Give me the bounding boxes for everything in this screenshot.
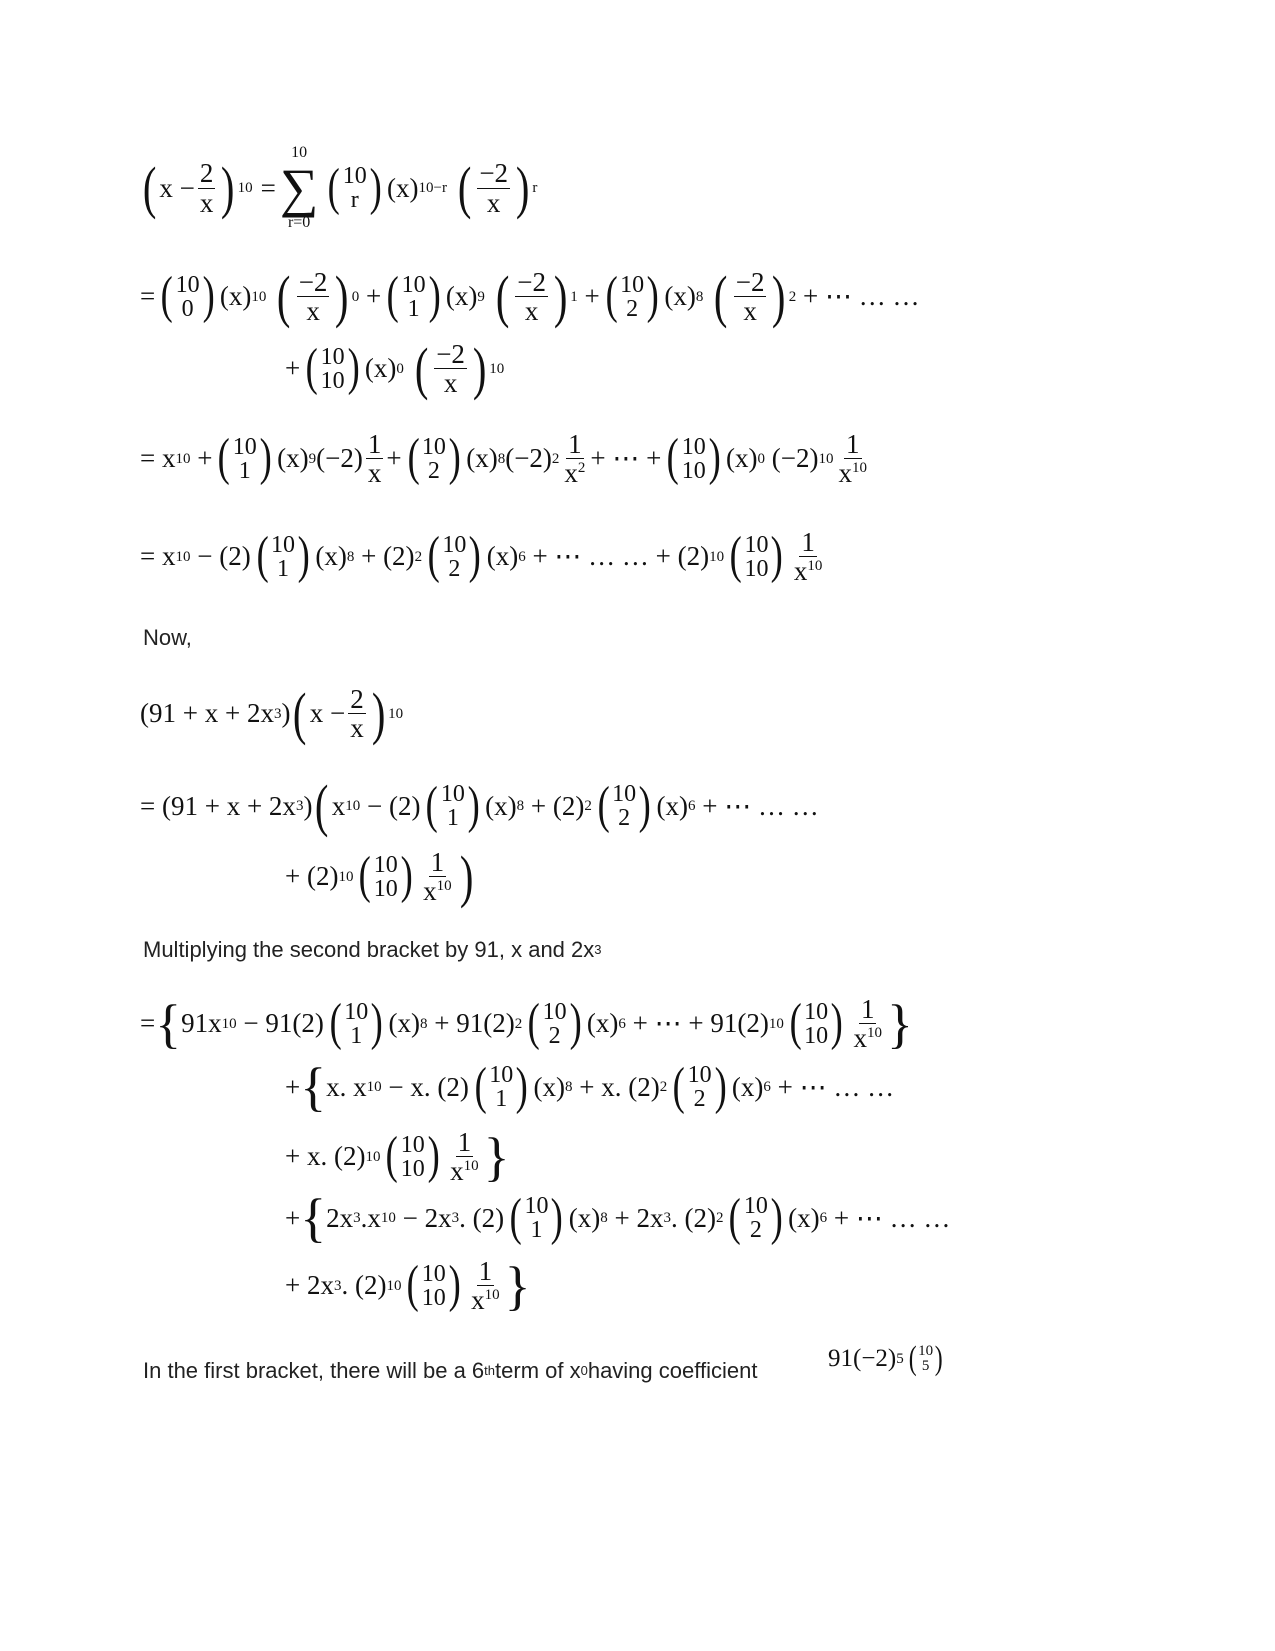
equation-bracket-2x3-2: + 2x 3 . (2) 10 ( 10 10 ) $\frac{1}{x^{10}}$ }: [285, 1255, 531, 1316]
equation-bracket-2x3-1: + { 2x 3 .x 10 − 2x 3 . (2) ( 10 1 ) (x) 8 + 2x 3 . (2) 2 ( 10 2 ) (x) 6 + ⋯ … …: [285, 1188, 951, 1248]
sigma-symbol: 10 ∑ r=0: [279, 144, 319, 231]
equation-bracket-x-2: + x. (2) 10 ( 10 10 ) $\frac{1}{x^{10}}$ }: [285, 1126, 510, 1187]
equation-expansion-line-2: + ( 10 10 ) (x) 0 ( $\frac{-2}{x}$ ) 10: [285, 335, 505, 401]
conclusion-text: In the first bracket, there will be a 6 th term of x 0 having coefficient: [143, 1358, 758, 1383]
equation-simplified-terms: = x 10 + ( 10 1 ) (x) 9 (−2) $\frac{1}{x}$ + ( 10 2 ) (x) 8 (−2) 2 $\frac{1}{x^2}$ + ⋯ + ( 10 10 ) (x) 0 (−2) 10 $\frac{1}{x^{10}}$: [140, 429, 867, 489]
equation-bracket-x-1: + { x. x 10 − x. (2) ( 10 1 ) (x) 8 + x. (2) 2 ( 10 2 ) (x) 6 + ⋯ … …: [285, 1057, 895, 1117]
equation-expansion-line-1: = ( 10 0 ) (x) 10 ( $\frac{-2}{x}$ ) 0 + ( 10 1 ) (x) 9 ( $\frac{-2}{x}$ ) 1 + ( 10 2 ) (x) 8 ( $\frac{-2}{x}$ ) 2 + ⋯ … …: [140, 263, 920, 329]
equation-signed-expansion: = x 10 − (2) ( 10 1 ) (x) 8 + (2) 2 ( 10 2 ) (x) 6 + ⋯ … … + (2) 10 ( 10 10 ) $\frac{1}{x^{10}}$: [140, 527, 823, 587]
now-label: Now,: [143, 625, 192, 650]
equation-binomial-sum: ( x − $\frac{2}{x}$ ) 10 = 10 ∑ r=0 ( 10 r ) (x) 10−r ( $\frac{-2}{x}$ ) r: [142, 144, 538, 231]
multiply-text: Multiplying the second bracket by 91, x and 2x 3: [143, 937, 602, 962]
conclusion-coefficient: 91(−2) 5 ( 10 5 ): [828, 1340, 943, 1377]
equation-product-expanded-1: = (91 + x + 2x 3 ) ( x 10 − (2) ( 10 1 ) (x) 8 + (2) 2 ( 10 2 ) (x) 6 + ⋯ … …: [140, 773, 819, 838]
equation-product-expanded-2: + (2) 10 ( 10 10 ) $\frac{1}{x^{10}}$ ): [285, 843, 474, 909]
equation-bracket-91: = { 91x 10 − 91(2) ( 10 1 ) (x) 8 + 91(2) 2 ( 10 2 ) (x) 6 + ⋯ + 91(2) 10 ( 10 10 ) $\frac{1}{x^{10}}$ }: [140, 993, 913, 1054]
equation-product: (91 + x + 2x 3 ) ( x − $\frac{2}{x}$ ) 10: [140, 680, 404, 746]
